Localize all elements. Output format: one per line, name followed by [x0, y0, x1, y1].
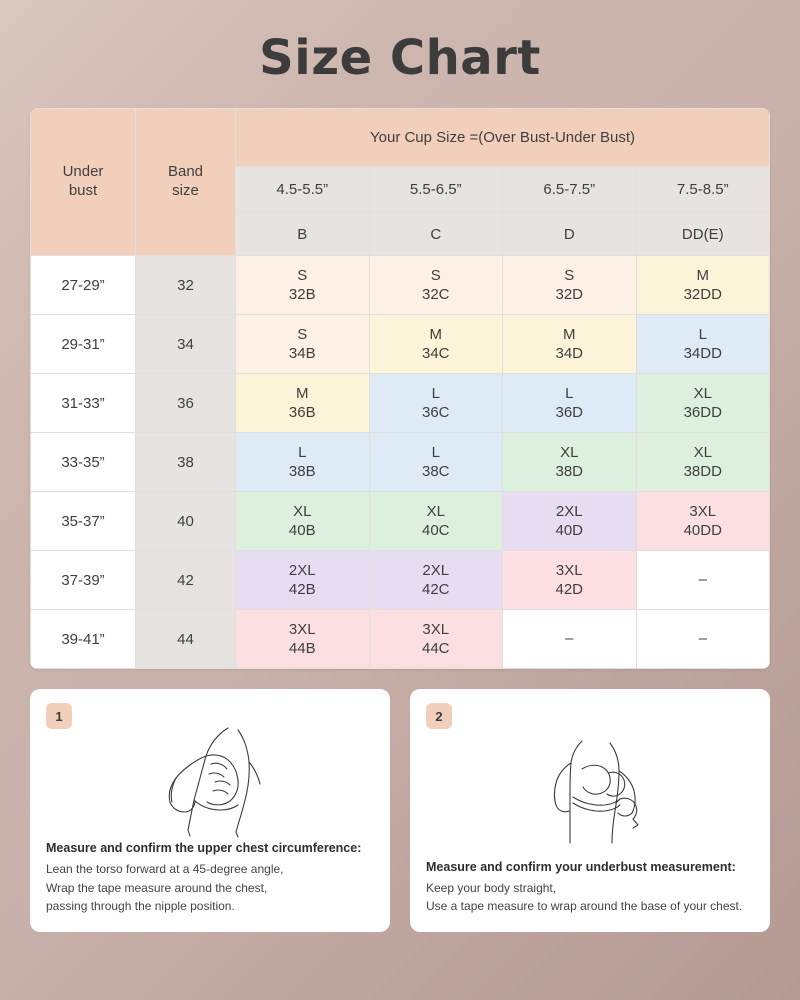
- size-cell: [369, 610, 503, 669]
- row-underbust: 35-37”: [31, 492, 136, 551]
- row-band: 40: [136, 492, 236, 551]
- table-header-row-1: [31, 109, 770, 167]
- header-band-size: [136, 109, 236, 256]
- size-label: S: [297, 266, 308, 284]
- size-code: 38DD: [683, 463, 722, 480]
- size-cell: [636, 492, 770, 551]
- size-cell: [236, 256, 370, 315]
- size-label: 3XL: [422, 620, 450, 638]
- size-code: 44C: [421, 640, 450, 657]
- size-label: S: [297, 325, 308, 343]
- card-line: Wrap the tape measure around the chest,: [46, 880, 268, 895]
- size-label: L: [431, 384, 440, 402]
- figure-underbust-measure: [426, 723, 754, 858]
- step-badge-1: 1: [46, 703, 72, 729]
- size-code: 34D: [555, 345, 584, 362]
- cup-range-0: 4.5-5.5”: [236, 167, 370, 213]
- header-underbust: [31, 109, 136, 256]
- table-row: [31, 610, 770, 669]
- size-label: L: [565, 384, 574, 402]
- table-row: [31, 433, 770, 492]
- card-line: Lean the torso forward at a 45-degree angle,: [46, 862, 284, 877]
- size-cell: [369, 256, 503, 315]
- table-row: [31, 256, 770, 315]
- size-cell: [503, 610, 637, 669]
- size-cell: [503, 551, 637, 610]
- card-line: Use a tape measure to wrap around the base of your chest.: [426, 899, 743, 914]
- size-code: 40D: [555, 522, 584, 539]
- size-label: 2XL: [555, 502, 583, 520]
- cup-range-3: 7.5-8.5”: [636, 167, 770, 213]
- header-underbust-line2: bust: [68, 182, 98, 199]
- figure-upper-chest-measure: [46, 723, 374, 839]
- size-cell: [236, 551, 370, 610]
- size-code: 36D: [555, 404, 584, 421]
- size-code: 36C: [421, 404, 450, 421]
- size-code: 42D: [555, 581, 584, 598]
- size-label: 3XL: [689, 502, 717, 520]
- size-label: XL: [693, 443, 712, 461]
- card-line: passing through the nipple position.: [46, 899, 235, 914]
- size-label: XL: [693, 384, 712, 402]
- header-cup-size: Your Cup Size =(Over Bust-Under Bust): [236, 109, 770, 167]
- size-label: 3XL: [288, 620, 316, 638]
- size-cell: [369, 492, 503, 551]
- size-code: 40DD: [683, 522, 722, 539]
- table-row: [31, 374, 770, 433]
- size-label: XL: [293, 502, 312, 520]
- size-cell: [636, 315, 770, 374]
- row-underbust: 33-35”: [31, 433, 136, 492]
- row-band: 32: [136, 256, 236, 315]
- size-label: S: [564, 266, 575, 284]
- size-label: 3XL: [555, 561, 583, 579]
- size-code: 32B: [288, 286, 316, 303]
- header-underbust-line1: Under: [62, 163, 104, 181]
- table-row: [31, 315, 770, 374]
- size-cell: [369, 551, 503, 610]
- size-label: –: [698, 571, 707, 589]
- size-cell: [636, 551, 770, 610]
- row-underbust: 37-39”: [31, 551, 136, 610]
- size-code: 42B: [288, 581, 316, 598]
- size-code: 36DD: [683, 404, 722, 421]
- cup-range-2: 6.5-7.5”: [503, 167, 637, 213]
- size-label: –: [698, 630, 707, 648]
- card-line: Keep your body straight,: [426, 880, 557, 895]
- cup-letter-2: D: [503, 213, 637, 256]
- size-code: 34DD: [683, 345, 722, 362]
- size-cell: [369, 374, 503, 433]
- card-title-2: Measure and confirm your underbust measurement:: [426, 859, 736, 874]
- instruction-card-1: [30, 689, 390, 932]
- size-label: –: [565, 630, 574, 648]
- size-label: M: [696, 266, 709, 284]
- row-band: 44: [136, 610, 236, 669]
- row-band: 34: [136, 315, 236, 374]
- size-code: 40C: [421, 522, 450, 539]
- size-label: 2XL: [288, 561, 316, 579]
- instruction-card-2: [410, 689, 770, 932]
- card-title-1: Measure and confirm the upper chest circumference:: [46, 841, 362, 856]
- row-band: 36: [136, 374, 236, 433]
- row-underbust: 27-29”: [31, 256, 136, 315]
- cup-letter-3: DD(E): [636, 213, 770, 256]
- size-code: 36B: [288, 404, 316, 421]
- size-label: M: [296, 384, 309, 402]
- row-underbust: 39-41”: [31, 610, 136, 669]
- size-cell: [236, 315, 370, 374]
- size-label: 2XL: [422, 561, 450, 579]
- size-cell: [636, 256, 770, 315]
- size-code: 44B: [288, 640, 316, 657]
- size-cell: [236, 433, 370, 492]
- size-cell: [369, 315, 503, 374]
- card-body-1: [46, 860, 374, 916]
- row-underbust: 29-31”: [31, 315, 136, 374]
- table-row: [31, 551, 770, 610]
- size-label: M: [563, 325, 576, 343]
- size-cell: [636, 374, 770, 433]
- row-underbust: 31-33”: [31, 374, 136, 433]
- size-code: 38B: [288, 463, 316, 480]
- size-cell: [236, 374, 370, 433]
- size-cell: [503, 433, 637, 492]
- row-band: 38: [136, 433, 236, 492]
- page-title: Size Chart: [259, 30, 541, 86]
- header-band-line2: size: [172, 182, 199, 199]
- size-cell: [636, 433, 770, 492]
- size-code: 32D: [555, 286, 584, 303]
- size-label: L: [298, 443, 307, 461]
- step-badge-2: 2: [426, 703, 452, 729]
- size-code: 32C: [421, 286, 450, 303]
- size-cell: [503, 374, 637, 433]
- size-label: M: [429, 325, 442, 343]
- table-row: [31, 492, 770, 551]
- size-label: L: [698, 325, 707, 343]
- cup-letter-0: B: [236, 213, 370, 256]
- size-code: 42C: [421, 581, 450, 598]
- card-body-2: [426, 879, 754, 916]
- size-code: 32DD: [683, 286, 722, 303]
- size-label: L: [431, 443, 440, 461]
- row-band: 42: [136, 551, 236, 610]
- size-cell: [503, 315, 637, 374]
- size-code: 38C: [421, 463, 450, 480]
- size-label: S: [430, 266, 441, 284]
- size-code: 40B: [288, 522, 316, 539]
- size-label: XL: [560, 443, 579, 461]
- size-cell: [503, 492, 637, 551]
- size-cell: [503, 256, 637, 315]
- size-chart-table: [30, 108, 770, 669]
- cup-range-1: 5.5-6.5”: [369, 167, 503, 213]
- header-band-line1: Band: [167, 163, 204, 181]
- size-cell: [369, 433, 503, 492]
- size-code: 34C: [421, 345, 450, 362]
- size-cell: [236, 492, 370, 551]
- cup-letter-1: C: [369, 213, 503, 256]
- size-cell: [636, 610, 770, 669]
- size-cell: [236, 610, 370, 669]
- instruction-cards: [30, 689, 770, 932]
- size-code: 38D: [555, 463, 584, 480]
- size-code: 34B: [288, 345, 316, 362]
- size-label: XL: [426, 502, 445, 520]
